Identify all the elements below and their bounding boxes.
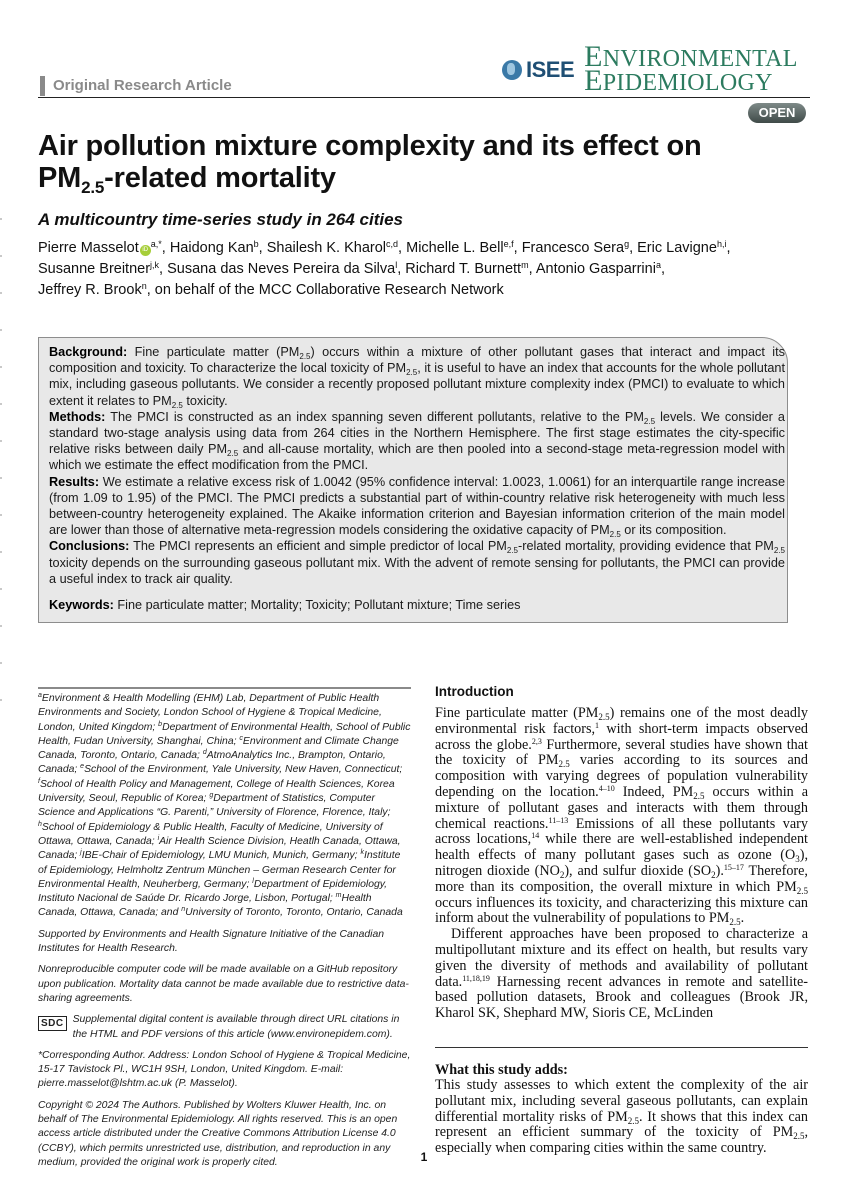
sdc-icon: SDC [38,1016,67,1031]
affiliation-marker: j [80,849,82,857]
affiliation-text: AtmoAnalytics Inc., Brampton, Ontario, Canada; [38,750,386,776]
author-name: Shailesh K. Kharol [266,240,387,256]
author-affiliation-marker: l [395,260,398,270]
introduction-heading: Introduction [435,684,514,699]
text-run: Fine particulate matter (PM [435,705,599,721]
author-affiliation-marker: b [253,239,259,249]
text-run: while there are well-established independent health effects of many pollutant gases such as ozone (O [435,831,808,864]
text-run: Indeed, PM [614,783,694,800]
author-name: Susana das Neves Pereira da Silva [167,261,396,277]
copyright-note: Copyright © 2024 The Authors. Published by Wolters Kluwer Health, Inc. on behalf of The Environmental Epidemiology. All rights reserved. This is an open access article distributed under the Creative Commons Attribution License 4.0 (CCBY), which permits unrestricted use, distribution, and reproduction in any medium, provided the original work is properly cited. [38,1099,398,1168]
author-list: Pierre Masselot $iD^{a,*}$, Haidong Kan$^b$, Shailesh K. Kharol$^{c,d}$, Michelle L. Bell$^{e,f}$, Francesco Sera$^g$, Eric Lavigne$^{h,i}$, Susanne Breitner$^{j,k}$, Susana das Neves Pereira da Silva$^l$, Richard T. Burnett$^m$, Antonio Gasparrini$^a$, Jeffrey R. Brook$^n$, on behalf of the MCC Collaborative Research Network [38,239,731,298]
author-affiliation-marker: n [141,281,147,291]
author-name: Francesco Sera [521,240,625,256]
citation-ref[interactable]: 1 [595,720,600,730]
affiliation-marker: c [239,734,243,742]
text-run: ) remains one of the most deadly environmental risk factors, [435,705,809,737]
affiliation-text: Department of Environmental Health, School of Public Health, Fudan University, Shanghai, China; [38,721,411,747]
affiliation-marker: f [38,777,40,785]
open-access-badge: OPEN [748,103,806,123]
subscript: 2.5 [693,790,705,801]
affiliation-text: University of Toronto, Toronto, Ontario, Canada [185,907,403,919]
affiliation-marker: a [38,692,42,699]
sdc-text: Supplemental digital content is available through direct URL citations in the HTML and PDF versions of this article (www.environepidem.com). [72,1014,400,1040]
corresponding-author: *Corresponding Author. Address: London School of Hygiene & Tropical Medicine, 15-17 Tavistock Pl., WC1H 9SH, London, United Kingdom. E-mail: pierre.masselot@lshtm.ac.uk (P. Masselot). [38,1049,411,1090]
text-run: Therefore, more than its composition, the overall mixture in which PM [435,862,808,895]
affiliation-text: Air Health Science Division, Heatlh Canada, Ottawa, Canada; [38,835,401,862]
text-run: Harnessing recent advances in remote and satellite-based pollution datasets, Brook and colleagues (Brook JR, Kharol SK, Shephard MW, Sioris CE, McLinden [435,973,808,1022]
affiliation-text: School of Epidemiology & Public Health, Faculty of Medicine, University of Ottawa, Ottawa, Canada; [38,821,383,847]
affiliation-text: Environment & Health Modelling (EHM) Lab, Department of Public Health Environments and Society, London School of Hygiene & Tropical Medicine, London, United Kingdom; [38,693,382,733]
journal-name: ENVIRONMENTAL EPIDEMIOLOGY [584,40,798,97]
author-affiliation-marker: a [655,260,661,270]
text-run: Furthermore, several studies have shown that the toxicity of PM [435,736,808,769]
author-affiliation-marker: h,i [716,239,727,249]
affiliation-text: IBE-Chair of Epidemiology, LMU Munich, Munich, Germany; [81,850,361,862]
affiliation-marker: k [360,849,364,857]
affiliation-text: Institute of Epidemiology, Helmholtz Zentrum München – German Research Center for Environmental Health, Neuherberg, Germany; [38,850,401,890]
author-group: , on behalf of the MCC Collaborative Research Network [146,282,504,298]
text-run: Different approaches have been proposed to characterize a multipollutant mixture and its effect on health, but results vary given the diversity of methods and availability of pollutant data. [435,926,808,990]
text-run: , especially when comparing cities within the same country. [435,1124,808,1157]
affiliation-marker: b [158,720,163,728]
citation-ref[interactable]: 4–10 [598,783,615,793]
article-subtitle: A multicountry time-series study in 264 cities [38,210,403,229]
author-name: Jeffrey R. Brook [38,282,142,298]
affiliation-text: Department of Epidemiology, Instituto Nacional de Saúde Dr. Ricardo Jorge, Lisbon, Portugal; [38,878,388,905]
introduction-paragraph-1 [435,706,808,927]
subscript: 2.5 [793,1131,805,1142]
subscript: 2.5 [729,917,741,928]
affiliation-marker: g [209,792,214,800]
author-affiliation-marker: g [624,239,630,249]
subscript: 2.5 [598,712,610,722]
introduction-paragraph-2 [435,927,808,1022]
affiliation-marker: i [157,834,160,842]
author-affiliation-marker: j,k [150,260,160,270]
author-affiliation-marker: c,d [386,239,399,249]
subscript: 2.5 [796,885,808,896]
affiliation-marker: m [335,892,342,900]
abstract-conclusions: Conclusions: The PMCI represents an efficient and simple predictor of local $PM_{2.5}$-related mortality, providing evidence that $PM_{2.5}$ toxicity depends on the surrounding gaseous pollutant mix. With the advent of remote sensing for pollutants, the PMCI can provide a useful index to track air quality. [49,539,785,586]
study-adds-heading: What this study adds: [435,1061,568,1078]
text-run: . It shows that this index can represent an efficient summary of the toxicity of PM [435,1108,809,1141]
orcid-icon[interactable]: iD [140,245,151,256]
citation-ref[interactable]: 2,3 [531,736,542,746]
affiliation-marker: l [252,877,254,885]
subscript: 2 [711,869,716,880]
text-run: Emissions of all these pollutants vary across locations, [435,815,808,848]
author-name: Pierre Masselot [38,240,139,256]
body-column [435,684,808,1157]
isee-wordmark: ISEE [526,57,575,82]
affiliation-text: Health Canada, Ottawa, Canada; and [38,893,372,919]
affiliation-text: School of the Environment, Yale University, New Haven, Connecticut; [84,764,403,776]
section-rule [435,1047,808,1048]
author-name: Richard T. Burnett [405,261,522,277]
text-run: . [740,910,745,927]
journal-logo[interactable] [502,40,798,97]
funding-note: Supported by Environments and Health Signature Initiative of the Canadian Institutes for Health Research. [38,928,384,955]
affiliations [38,692,411,921]
affiliation-text: Department of Statistics, Computer Science and Applications “G. Parenti,” University of Florence, Florence, Italy; [38,793,391,819]
affiliation-marker: d [202,749,207,757]
author-affiliation-marker: e,f [503,239,514,249]
author-affiliation-marker: m [521,260,529,270]
subscript: 3 [795,854,800,865]
abstract-methods: Methods: The PMCI is constructed as an index spanning seven different pollutants, relative to the $PM_{2.5}$ levels. We consider a standard two-stage analysis using data from 264 cities in the Northern Hemisphere. The first stage estimates the city-specific relative risks between daily $PM_{2.5}$ and all-cause mortality, which are then pooled into a second-stage meta-regression model with which we estimate the effect modification from the PMCI. [49,409,785,473]
page-number: 1 [420,1150,428,1164]
author-name: Susanne Breitner [38,261,151,277]
citation-ref[interactable]: 11–13 [548,815,569,825]
affiliation-marker: h [38,820,42,828]
article-title: Air pollution mixture complexity and its effect on $PM_{2.5}$-related mortality [38,130,702,197]
scan-edge-marks [0,200,2,720]
text-run: varies according to its sources and composition with varying degrees of population vulnerability depending on the location. [435,752,808,800]
header-rule [38,97,810,98]
author-name: Eric Lavigne [637,240,717,256]
footnotes-column [38,687,411,1177]
text-run: ). [715,862,724,879]
affiliation-text: Environment and Climate Change Canada, Toronto, Ontario, Canada; [38,735,399,762]
study-adds-body [435,1078,808,1157]
affiliation-marker: e [80,763,85,771]
abstract-background: Background: Fine particulate matter $(PM_{2.5})$ occurs within a mixture of other pollutant gases that interact and impact its composition and toxicity. To characterize the local toxicity of $PM_{2.5}$, it is useful to have an index that accounts for the whole pollutant mix, including gaseous pollutants. We consider a recently proposed pollutant mixture complexity index (PMCI) to evaluate to which extent it relates to $PM_{2.5}$ toxicity. [49,345,785,410]
article-type-label: Original Research Article [40,76,232,96]
text-run: ), nitrogen dioxide (NO [435,847,808,879]
affiliation-marker: n [181,906,186,914]
subscript: 2.5 [558,759,570,770]
author-affiliation-marker: a,* [150,239,162,249]
citation-ref[interactable]: 15–17 [723,862,744,872]
text-run: This study assesses to which extent the complexity of the air pollutant mix, including several gaseous pollutants, can explain differential mortality risks of PM [435,1076,808,1125]
text-run: with short-term impacts observed across the globe. [435,720,808,753]
sdc-note [38,1013,411,1042]
author-name: Antonio Gasparrini [535,261,656,277]
author-name: Haidong Kan [169,240,254,256]
subscript: 2.5 [627,1115,640,1126]
abstract-results: Results: We estimate a relative excess risk of 1.0042 (95% confidence interval: 1.0023, 1.0061) for an interquartile range increase (from 1.09 to 1.95) of the PMCI. The PMCI predicts a substantial part of within-country relative risk heterogeneity with much less between-country heterogeneity explained. The Akaike information criterion and Bayesian information criterion of the main model are lower than those of alternative meta-regression models considering the oxidative capacity of $PM_{2.5}$ or its composition. [49,474,785,540]
footnotes-rule [38,687,411,689]
text-run: occurs within a mixture of pollutant gases and interacts with them through chemical reactions. [435,783,808,832]
subscript: 2 [559,869,565,880]
text-run: occurs influences its toxicity, and characterizing this mixture can inform about the vulnerability of populations to PM [435,894,808,927]
abstract-keywords: Keywords: Fine particulate matter; Mortality; Toxicity; Pollutant mixture; Time series [49,598,521,613]
text-run: ), and sulfur dioxide (SO [564,862,712,879]
author-name: Michelle L. Bell [406,240,504,256]
affiliation-text: School of Health Policy and Management, College of Health Sciences, Korea University, Seoul, Republic of Korea; [38,778,395,805]
isee-globe-icon [502,60,522,80]
citation-ref[interactable]: 11,18,19 [462,973,490,983]
citation-ref[interactable]: 14 [531,831,540,841]
code-availability-note: Nonreproducible computer code will be made available on a GitHub repository upon publication. Mortality data cannot be made available due to restrictive data-sharing agreements. [38,964,409,1004]
abstract-box [38,337,788,623]
